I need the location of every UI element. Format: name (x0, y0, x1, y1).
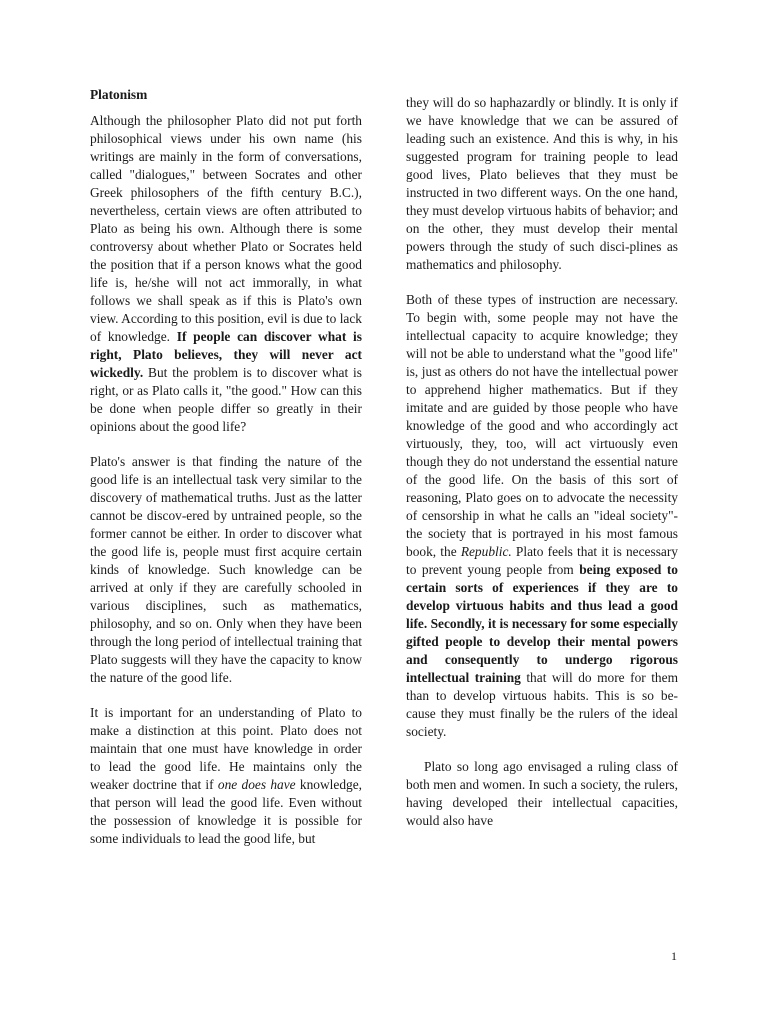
text-span: knowledge, that person will lead the good life. Even without the possession of knowledge it is possible for some individuals to lead the good life, but (90, 777, 363, 846)
paragraph-3 (90, 704, 362, 848)
page-number: 1 (671, 949, 677, 963)
paragraph-6: Plato so long ago envisaged a ruling class of both men and women. In such a society, the rulers, having developed their intellectual capacities, would also have (406, 759, 678, 828)
italic-text: one does have (217, 777, 296, 792)
bold-text: If people can discover what is right, Plato believes, they will never act wickedly. (90, 329, 362, 380)
paragraph-4: they will do so haphazardly or blindly. It is only if we have knowledge that we can be assured of leading such an existence. And this is why, in his suggested program for training people to lead good lives, Plato believes that they must be instructed in two different ways. On the one hand, they must develop virtuous habits of behavior; and on the other, they must develop their mental powers through the study of such disci-plines as mathematics and philosophy. (406, 95, 678, 272)
paragraph-5 (406, 291, 678, 741)
paragraph-2: Plato's answer is that finding the nature of the good life is an intellectual task very similar to the discovery of mathematical truths. Just as the latter cannot be discov-ered by untrained people, so the former cannot be either. In order to discover what the good life is, people must first acquire certain kinds of knowledge. Such knowledge can be arrived at only if they are carefully schooled in various disciplines, such as mathematics, philosophy, and so on. Only when they have been through the long period of intellectual training that Plato suggests will they have the capacity to know the nature of the good life. (90, 454, 362, 685)
right-column (406, 94, 678, 847)
italic-text: Republic. (460, 544, 512, 559)
text-span: Both of these types of instruction are necessary. To begin with, some people may not have the intellectual capacity to acquire knowledge; they will not be able to understand what the "good life" is, just as others do not have the intellectual power to apprehend higher mathematics. But if they imitate and are guided by those people who have knowledge of the good and who accordingly act virtuously, they, too, will act virtuously even though they do not understand the essential nature of the good life. On the basis of this sort of reasoning, Plato goes on to advocate the necessity of censorship in what he calls an "ideal society"-the society that is portrayed in his most famous book, the (406, 292, 678, 559)
text-span: Although the philosopher Plato did not put forth philosophical views under his own name (his writings are mainly in the form of conversations, called "dialogues," between Socrates and other Greek philosophers of the fifth century B.C.), nevertheless, certain views are often attributed to Plato as being his own. Although there is some controversy about whether Plato or Socrates held the position that if a person knows what the good life is, he/she will not act immorally, in what follows we shall speak as if this is Plato's own view. According to this position, evil is due to lack of knowledge. (90, 113, 362, 344)
bold-text: being exposed to certain sorts of experiences if they are to develop virtuous habits and thus lead a good life. Secondly, it is necessary for some especially gifted people to develop their mental powers and consequently to undergo rigorous intellectual training (406, 562, 678, 685)
text-span: that will do more for them than to develop virtuous habits. This is so be-cause they must finally be the rulers of the ideal society. (406, 670, 678, 739)
left-column (90, 86, 362, 865)
text-span: Plato feels that it is necessary to prevent young people from (406, 544, 679, 577)
document-title: Platonism (90, 87, 148, 102)
text-span: It is important for an understanding of Plato to make a distinction at this point. Plato does not maintain that one must have knowledge in order to lead the good life. He maintains only the weaker doctrine that if (90, 705, 362, 792)
text-span: But the problem is to discover what is right, or as Plato calls it, "the good." How can this be done when people differ so greatly in their opinions about the good life? (90, 365, 362, 434)
paragraph-1 (90, 112, 362, 436)
